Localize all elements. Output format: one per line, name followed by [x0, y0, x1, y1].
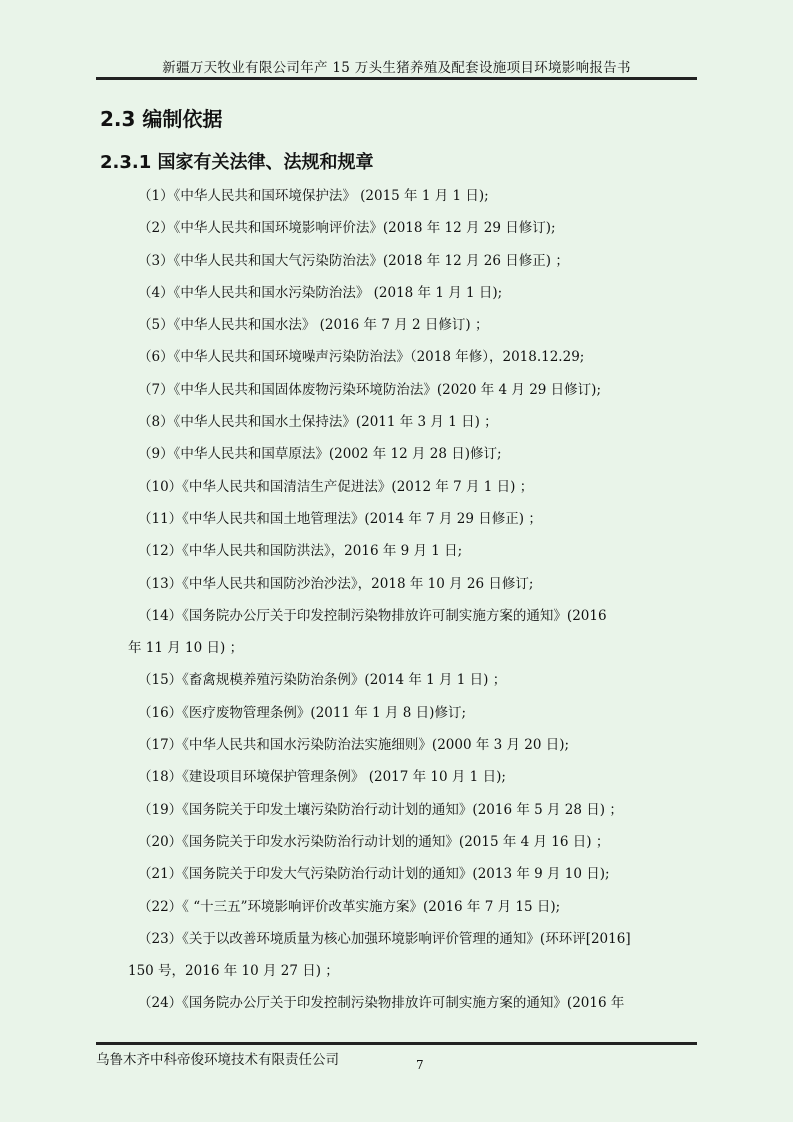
list-item-continuation: 150 号，2016 年 10 月 27 日) ；	[128, 963, 339, 980]
header-title: 新疆万天牧业有限公司年产 15 万头生猪养殖及配套设施项目环境影响报告书	[162, 60, 631, 76]
list-item: （10）《中华人民共和国清洁生产促进法》(2012 年 7 月 1 日) ；	[138, 478, 534, 495]
list-item: （16）《医疗废物管理条例》(2011 年 1 月 8 日)修订;	[138, 704, 467, 721]
list-item: （1）《中华人民共和国环境保护法》 (2015 年 1 月 1 日);	[138, 188, 489, 204]
list-item: （8）《中华人民共和国水土保持法》(2011 年 3 月 1 日) ；	[138, 414, 498, 431]
list-item: （13）《中华人民共和国防沙治沙法》，2018 年 10 月 26 日修订;	[138, 575, 534, 592]
list-item: （4）《中华人民共和国水污染防治法》 (2018 年 1 月 1 日);	[138, 284, 503, 301]
list-item: （9）《中华人民共和国草原法》(2002 年 12 月 28 日)修订;	[138, 446, 502, 463]
list-item: （11）《中华人民共和国土地管理法》(2014 年 7 月 29 日修正) ；	[138, 510, 542, 527]
list-item: （23）《关于以改善环境质量为核心加强环境影响评价管理的通知》(环环评[2016]	[138, 930, 631, 947]
list-item: （18）《建设项目环境保护管理条例》 (2017 年 10 月 1 日);	[138, 769, 506, 786]
footer-company: 乌鲁木齐中科帝俊环境技术有限责任公司	[96, 1052, 339, 1068]
list-item: （3）《中华人民共和国大气污染防治法》(2018 年 12 月 26 日修正) ；	[138, 252, 569, 269]
list-item: （21）《国务院关于印发大气污染防治行动计划的通知》(2013 年 9 月 10 日);	[138, 866, 610, 883]
list-item: （12）《中华人民共和国防洪法》，2016 年 9 月 1 日;	[138, 543, 463, 560]
header-divider	[96, 77, 697, 80]
footer-divider	[96, 1042, 697, 1045]
list-item: （17）《中华人民共和国水污染防治法实施细则》(2000 年 3 月 20 日);	[138, 737, 570, 754]
list-item: （22）《 “十三五”环境影响评价改革实施方案》(2016 年 7 月 15 日);	[138, 898, 561, 915]
list-item: （15）《畜禽规模养殖污染防治条例》(2014 年 1 月 1 日) ；	[138, 672, 507, 689]
regulation-list	[100, 180, 700, 1020]
list-item: （24）《国务院办公厅关于印发控制污染物排放许可制实施方案的通知》(2016 年	[138, 995, 625, 1012]
list-item: （2）《中华人民共和国环境影响评价法》(2018 年 12 月 29 日修订);	[138, 220, 556, 237]
list-item: （6）《中华人民共和国环境噪声污染防治法》（2018 年修），2018.12.29;	[138, 349, 585, 366]
section-heading: 2.3 编制依据	[100, 107, 223, 131]
list-item: （7）《中华人民共和国固体废物污染环境防治法》(2020 年 4 月 29 日修订);	[138, 381, 602, 398]
list-item: （19）《国务院关于印发土壤污染防治行动计划的通知》(2016 年 5 月 28 日) ；	[138, 801, 623, 818]
list-item: （20）《国务院关于印发水污染防治行动计划的通知》(2015 年 4 月 16 日) ；	[138, 833, 610, 850]
subsection-heading: 2.3.1 国家有关法律、法规和规章	[100, 152, 374, 173]
page-number: 7	[416, 1058, 424, 1072]
list-item: （5）《中华人民共和国水法》 (2016 年 7 月 2 日修订) ；	[138, 317, 489, 334]
list-item: （14）《国务院办公厅关于印发控制污染物排放许可制实施方案的通知》(2016	[138, 607, 607, 624]
list-item-continuation: 年 11 月 10 日) ；	[128, 640, 244, 657]
